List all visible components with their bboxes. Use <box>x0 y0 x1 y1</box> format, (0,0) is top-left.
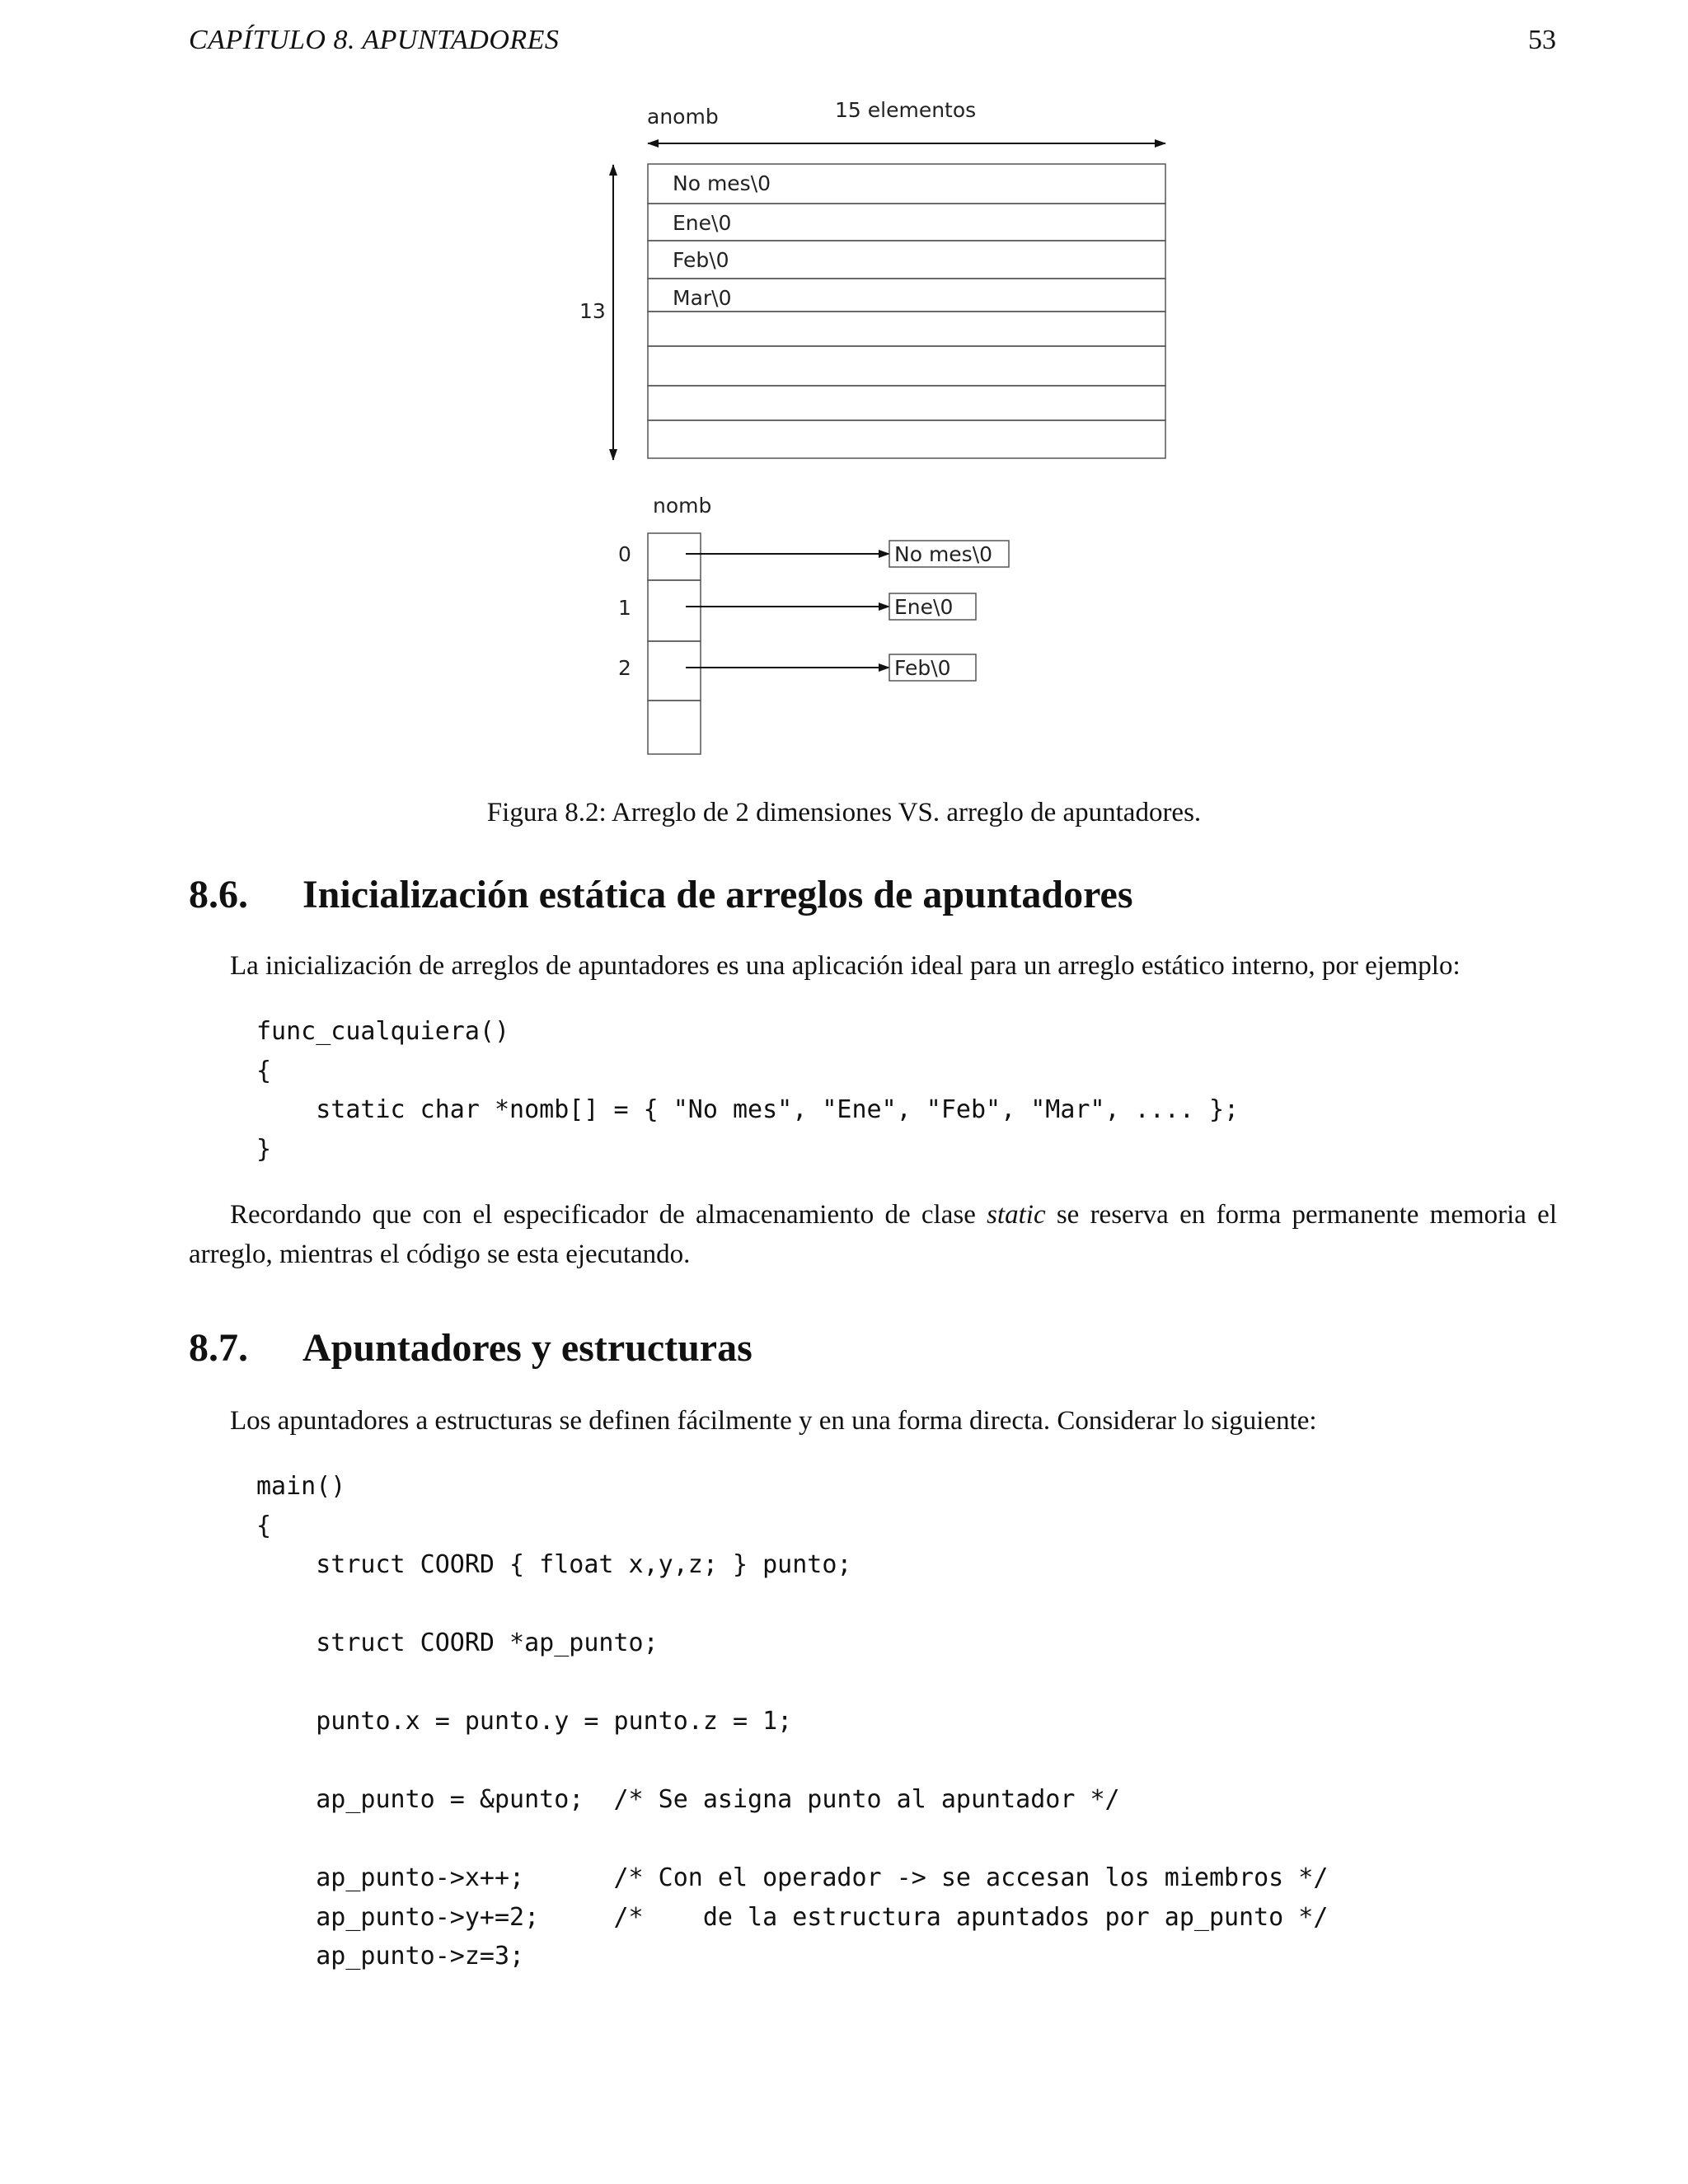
code-line: main() <box>256 1472 346 1501</box>
code-line: } <box>256 1134 272 1164</box>
code-line: static char *nomb[] = { "No mes", "Ene", "Feb", "Mar", .... }; <box>256 1095 1240 1124</box>
code-line: func_cualquiera() <box>256 1017 510 1046</box>
paragraph-text: Los apuntadores a estructuras se definen fácilmente y en una forma directa. Considerar lo siguiente: <box>230 1406 1317 1436</box>
section-title: Inicialización estática de arreglos de apuntadores <box>302 873 1133 916</box>
code-line: struct COORD { float x,y,z; } punto; <box>256 1550 852 1579</box>
width-label: 15 elementos <box>835 98 977 122</box>
array-row-label: Feb\0 <box>673 248 729 272</box>
string-box-label: No mes\0 <box>894 542 993 566</box>
array-row <box>648 346 1165 386</box>
array-row-label: No mes\0 <box>673 171 771 195</box>
paragraph-text: se reserva en forma permanente memoria el arreglo, mientras el código se esta ejecutando. <box>189 1200 1557 1269</box>
paragraph-text: Recordando que con el especificador de almacenamiento de clase <box>230 1200 987 1230</box>
figure-caption: Figura 8.2: Arreglo de 2 dimensiones VS. arreglo de apuntadores. <box>486 798 1202 827</box>
paragraph-text: La inicialización de arreglos de apuntadores es una aplicación ideal para un arreglo estático interno, por ejemplo: <box>230 951 1461 981</box>
figure-array-vs-pointers <box>0 0 1688 824</box>
code-line: ap_punto->z=3; <box>256 1942 525 1971</box>
pointer-index: 2 <box>618 656 631 680</box>
anomb-label: anomb <box>647 105 719 129</box>
section-number: 8.7. <box>189 1326 248 1370</box>
code-line: punto.x = punto.y = punto.z = 1; <box>256 1707 793 1736</box>
paragraph-static <box>189 1195 1557 1274</box>
section-title: Apuntadores y estructuras <box>302 1326 753 1370</box>
section-heading-8-7 <box>189 1325 753 1371</box>
emphasis-static: static <box>987 1200 1046 1230</box>
pointer-cell <box>648 580 701 641</box>
code-line: struct COORD *ap_punto; <box>256 1629 659 1657</box>
array-row <box>648 386 1165 420</box>
code-line: ap_punto->y+=2; /* de la estructura apuntados por ap_punto */ <box>256 1902 1329 1932</box>
section-number: 8.6. <box>189 873 248 916</box>
code-line: { <box>256 1511 272 1540</box>
string-box-label: Feb\0 <box>894 656 951 680</box>
height-label: 13 <box>579 299 606 323</box>
code-line: { <box>256 1056 272 1085</box>
array-row-label: Ene\0 <box>673 211 732 235</box>
array-rows <box>648 164 1165 458</box>
pointer-cell <box>648 641 701 701</box>
section-heading-8-6 <box>189 872 1133 917</box>
code-block-func-cualquiera <box>256 1012 1239 1169</box>
array-row-label: Mar\0 <box>673 286 732 310</box>
pointer-cell <box>648 701 701 754</box>
running-header-chapter: CAPÍTULO 8. APUNTADORES <box>189 25 560 55</box>
pointer-cells <box>618 533 1009 754</box>
array-row <box>648 420 1165 458</box>
paragraph-intro-8-6 <box>189 946 1557 986</box>
pointer-index: 1 <box>618 596 631 620</box>
nomb-label: nomb <box>653 494 712 518</box>
code-block-main <box>256 1467 1328 1976</box>
pointer-index: 0 <box>618 542 631 566</box>
string-box-label: Ene\0 <box>894 595 954 619</box>
paragraph-intro-8-7 <box>189 1401 1557 1441</box>
code-line: ap_punto->x++; /* Con el operador -> se accesan los miembros */ <box>256 1863 1329 1892</box>
pointer-cell <box>648 533 701 580</box>
code-line: ap_punto = &punto; /* Se asigna punto al apuntador */ <box>256 1785 1120 1814</box>
array-row <box>648 312 1165 346</box>
page-number: 53 <box>1528 25 1556 55</box>
